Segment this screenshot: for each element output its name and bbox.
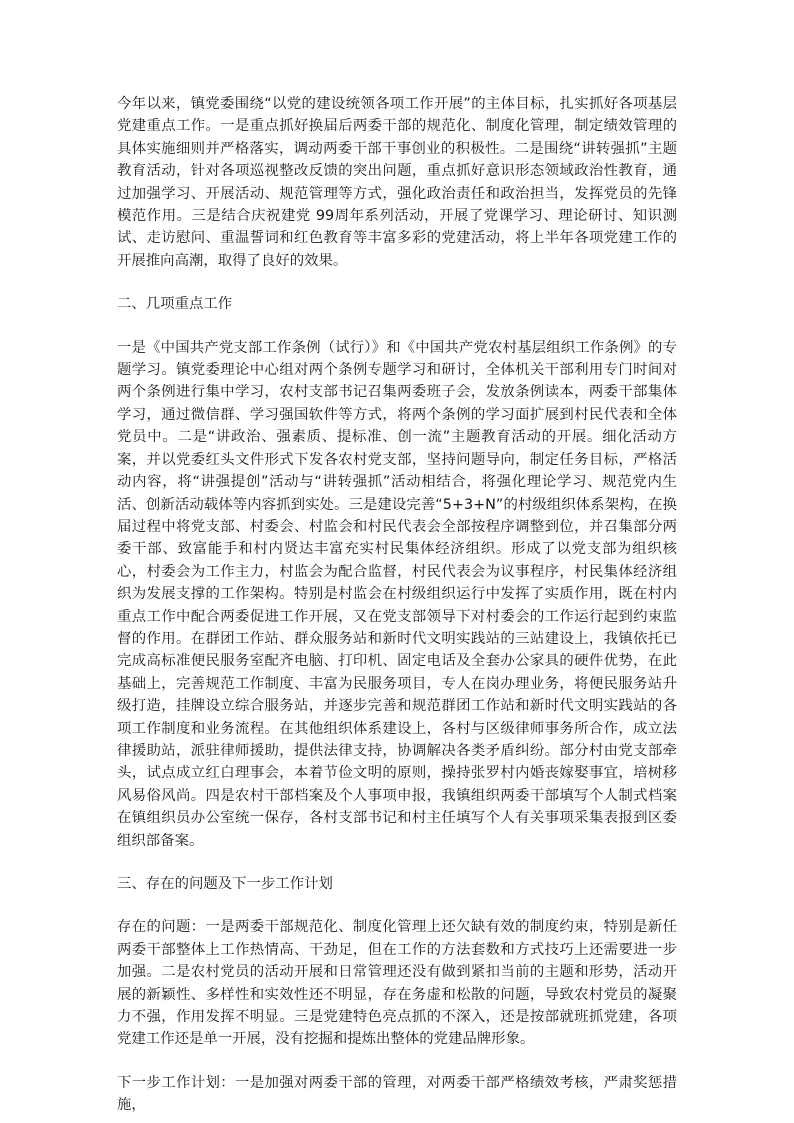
problems-paragraph: 存在的问题：一是两委干部规范化、制度化管理上还欠缺有效的制度约束，特别是新任两委干部整体上工作热情高、干劲足，但在工作的方法套数和方式技巧上还需要进一步加强。二是农村党员的活动开展和日常管理还没有做到紧扣当前的主题和形势，活动开展的新颖性、多样性和实效性还不明显，存在务虚和松散的问题，导致农村党员的凝聚力不强，作用发挥不明显。三是党建特色亮点抓的不深入，还是按部就班抓党建，各项党建工作还是单一开展，没有挖掘和提炼出整体的党建品牌形象。: [117, 919, 677, 1048]
section-heading-key-work: 二、几项重点工作: [117, 296, 233, 313]
intro-paragraph: 今年以来，镇党委围绕“以党的建设统领各项工作开展”的主体目标，扎实抓好各项基层党建重点工作。一是重点抓好换届后两委干部的规范化、制度化管理，制定绩效管理的具体实施细则并严格落实，调动两委干部干事创业的积极性。二是围绕“讲转强抓”主题教育活动，针对各项巡视整改反馈的突出问题，重点抓好意识形态领域政治性教育，通过加强学习、开展活动、规范管理等方式，强化政治责任和政治担当，发挥党员的先锋模范作用。三是结合庆祝建党 99周年系列活动，开展了党课学习、理论研讨、知识测试、走访慰问、重温誓词和红色教育等丰富多彩的党建活动，将上半年各项党建工作的开展推向高潮，取得了良好的效果。: [117, 96, 677, 269]
next-steps-paragraph: 下一步工作计划：一是加强对两委干部的管理，对两委干部严格绩效考核，严肃奖惩措施，: [117, 1074, 677, 1114]
document-page: [117, 93, 677, 1117]
section-heading-problems-plan: 三、存在的问题及下一步工作计划: [117, 876, 333, 892]
key-work-paragraph: 一是《中国共产党支部工作条例（试行）》和《中国共产党农村基层组织工作条例》的专题学习。镇党委理论中心组对两个条例专题学习和研讨，全体机关干部利用专门时间对两个条例进行集中学习，农村支部书记召集两委班子会，发放条例读本，两委干部集体学习，通过微信群、学习强国软件等方式，将两个条例的学习面扩展到村民代表和全体党员中。二是“讲政治、强素质、提标准、创一流”主题教育活动的开展。细化活动方案，并以党委红头文件形式下发各农村党支部，坚持问题导向，制定任务目标，严格活动内容，将“讲强提创”活动与“讲转强抓”活动相结合，将强化理论学习、规范党内生活、创新活动载体等内容抓到实处。三是建设完善“5+3+N”的村级组织体系架构，在换届过程中将党支部、村委会、村监会和村民代表会全部按程序调整到位，并召集部分两委干部、致富能手和村内贤达丰富充实村民集体经济组织。形成了以党支部为组织核心，村委会为工作主力，村监会为配合监督，村民代表会为议事程序，村民集体经济组织为发展支撑的工作架构。特别是村监会在村级组织运行中发挥了实质作用，既在村内重点工作中配合两委促进工作开展，又在党支部领导下对村委会的工作运行起到约束监督的作用。在群团工作站、群众服务站和新时代文明实践站的三站建设上，我镇依托已完成高标准便民服务室配齐电脑、打印机、固定电话及全套办公家具的硬件优势，在此基础上，完善规范工作制度、丰富为民服务项目，专人在岗办理业务，将便民服务站升级打造，挂牌设立综合服务站，并逐步完善和规范群团工作站和新时代文明实践站的各项工作制度和业务流程。在其他组织体系建设上，各村与区级律师事务所合作，成立法律援助站，派驻律师援助，提供法律支持，协调解决各类矛盾纠纷。部分村由党支部牵头，试点成立红白理事会，本着节俭文明的原则，操持张罗村内婚丧嫁娶事宜，培树移风易俗风尚。四是农村干部档案及个人事项申报，我镇组织两委干部填写个人制式档案在镇组织员办公室统一保存，各村支部书记和村主任填写个人有关事项采集表报到区委组织部备案。: [117, 339, 677, 849]
